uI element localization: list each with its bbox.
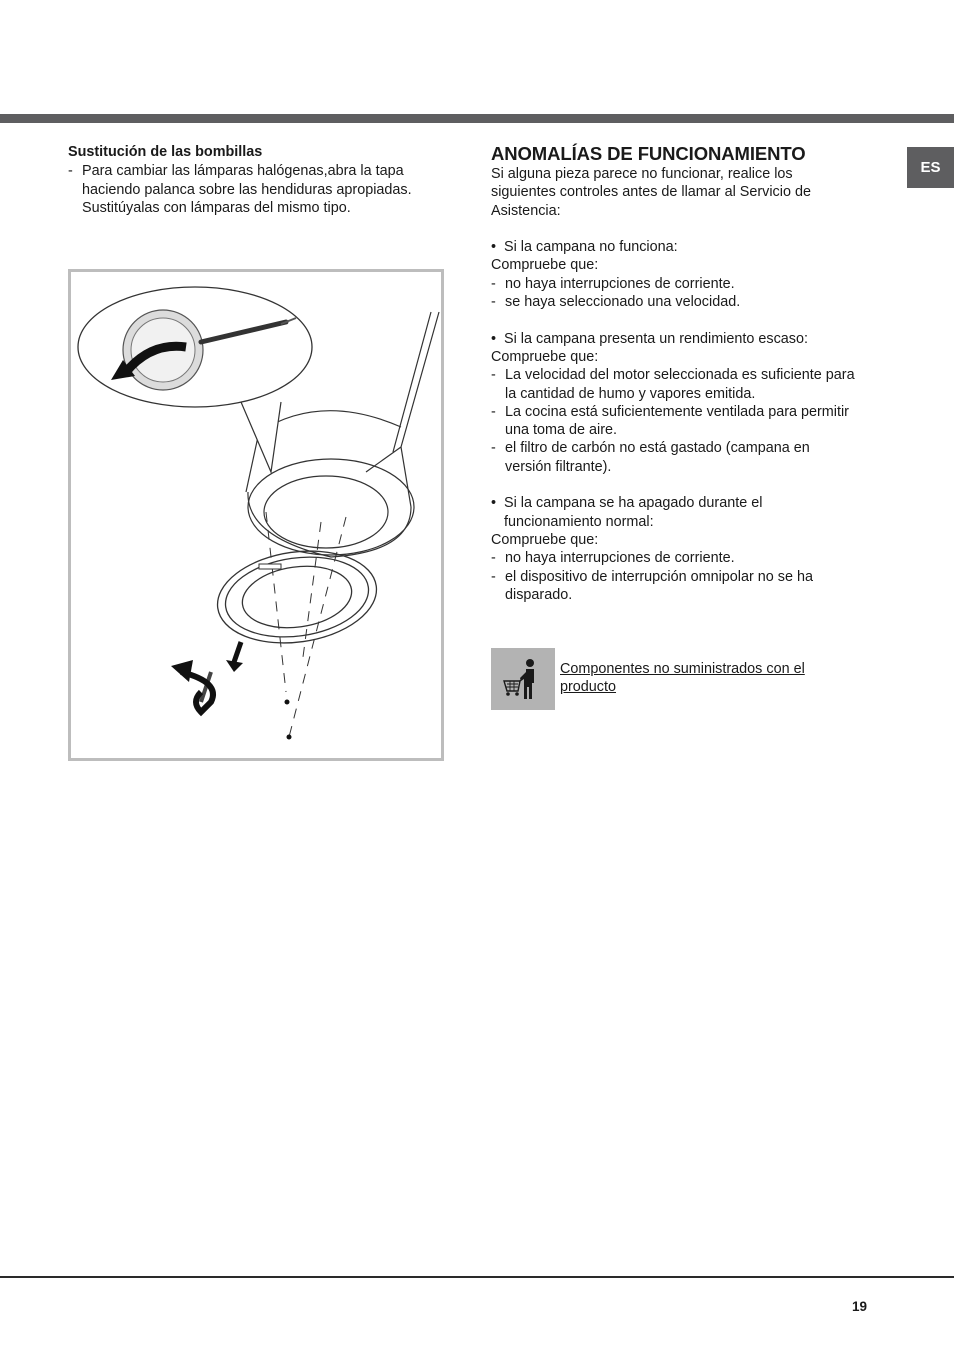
list-item: - el filtro de carbón no está gastado (campana en versión filtrante). bbox=[491, 440, 810, 475]
text-line: Compruebe que: bbox=[491, 531, 599, 548]
page-number: 19 bbox=[852, 1299, 868, 1314]
text-line: Asistencia: bbox=[491, 202, 561, 219]
list-item: - se haya seleccionado una velocidad. bbox=[491, 294, 741, 311]
text-line: Para cambiar las lámparas halógenas,abra la tapa bbox=[82, 163, 404, 180]
lamp-replacement-section bbox=[68, 143, 448, 217]
bullet-item: • Si la campana se ha apagado durante el funcionamiento normal: bbox=[491, 495, 763, 530]
section-title: Sustitución de las bombillas bbox=[68, 144, 263, 160]
bullet-item: • Si la campana no funciona: bbox=[491, 239, 678, 256]
language-tab: ES bbox=[907, 147, 954, 188]
troubleshooting-section bbox=[491, 143, 881, 604]
text-line: Compruebe que: bbox=[491, 348, 599, 365]
list-item: - no haya interrupciones de corriente. bbox=[491, 550, 735, 567]
lamp-replacement-illustration bbox=[68, 269, 444, 761]
text-line: Compruebe que: bbox=[491, 257, 599, 274]
components-note: Componentes no suministrados con el producto bbox=[560, 661, 805, 696]
list-item: - La velocidad del motor seleccionada es suficiente para la cantidad de humo y vapores emitida. bbox=[491, 367, 855, 402]
bullet-item: • Si la campana presenta un rendimiento escaso: bbox=[491, 330, 808, 347]
footer-rule bbox=[0, 1276, 954, 1278]
person-with-cart-icon bbox=[491, 648, 555, 710]
list-item: - no haya interrupciones de corriente. bbox=[491, 275, 735, 292]
text-line: Sustitúyalas con lámparas del mismo tipo. bbox=[82, 199, 351, 216]
text-line: Si alguna pieza parece no funcionar, realice los bbox=[491, 166, 793, 182]
list-item: - Para cambiar las lámparas halógenas,abra la tapa haciendo palanca sobre las hendiduras apropiadas. Sustitúyalas con lámparas del mismo tipo. bbox=[68, 163, 412, 216]
header-bar bbox=[0, 114, 954, 123]
list-item: - La cocina está suficientemente ventilada para permitir una toma de aire. bbox=[491, 403, 849, 439]
list-item: - el dispositivo de interrupción omnipolar no se ha disparado. bbox=[491, 568, 813, 603]
text-line: haciendo palanca sobre las hendiduras apropiadas. bbox=[82, 181, 412, 198]
section-heading: ANOMALÍAS DE FUNCIONAMIENTO bbox=[491, 143, 806, 164]
text-line: siguientes controles antes de llamar al Servicio de bbox=[491, 184, 811, 201]
